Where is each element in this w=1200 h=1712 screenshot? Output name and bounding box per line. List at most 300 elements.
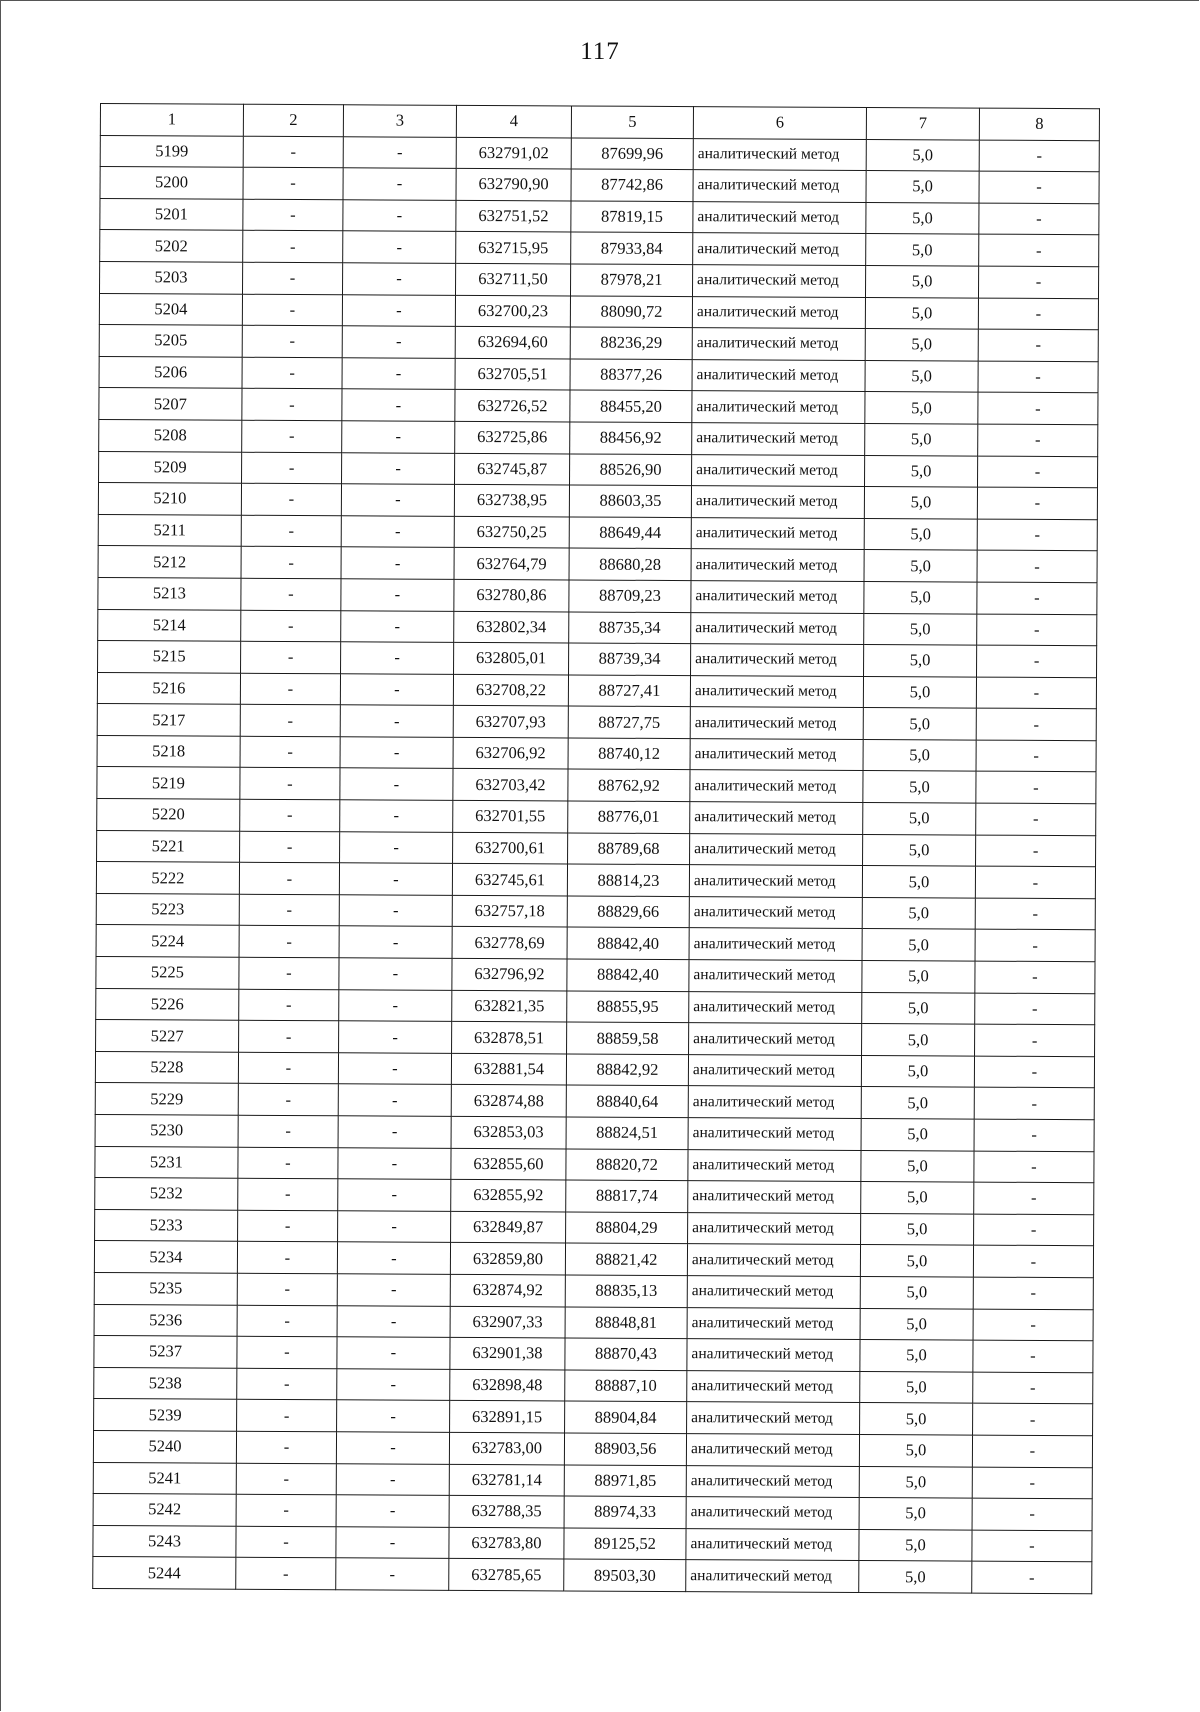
point-number-cell: 5220 (97, 799, 240, 831)
x-coordinate-cell: 632757,18 (452, 895, 567, 927)
x-coordinate-cell: 632802,34 (454, 611, 569, 643)
accuracy-cell: 5,0 (860, 1403, 973, 1435)
x-coordinate-cell: 632849,87 (451, 1211, 566, 1243)
col8-cell: - (976, 835, 1096, 867)
col8-cell: - (975, 930, 1095, 962)
method-cell: аналитический метод (693, 138, 866, 170)
point-number-cell: 5205 (99, 325, 242, 357)
accuracy-cell: 5,0 (859, 1466, 972, 1498)
table-row (93, 1430, 1092, 1467)
point-number-cell: 5230 (95, 1114, 238, 1146)
col2-cell: - (240, 673, 340, 705)
accuracy-cell: 5,0 (866, 202, 979, 234)
header-cell-col3: 3 (343, 105, 456, 137)
x-coordinate-cell: 632796,92 (452, 958, 567, 990)
col8-cell: - (977, 614, 1097, 646)
y-coordinate-cell: 88740,12 (568, 738, 690, 770)
col8-cell: - (972, 1435, 1092, 1467)
x-coordinate-cell: 632700,61 (453, 832, 568, 864)
method-cell: аналитический метод (689, 896, 862, 928)
y-coordinate-cell: 88817,74 (566, 1180, 688, 1212)
x-coordinate-cell: 632694,60 (455, 327, 570, 359)
point-number-cell: 5209 (99, 451, 242, 483)
point-number-cell: 5235 (94, 1272, 237, 1304)
col8-cell: - (975, 1024, 1095, 1056)
method-cell: аналитический метод (691, 517, 864, 549)
col3-cell: - (343, 136, 456, 168)
y-coordinate-cell: 88842,92 (566, 1054, 688, 1086)
method-cell: аналитический метод (691, 612, 864, 644)
x-coordinate-cell: 632700,23 (455, 295, 570, 327)
y-coordinate-cell: 88455,20 (570, 390, 692, 422)
point-number-cell: 5200 (100, 167, 243, 199)
accuracy-cell: 5,0 (861, 1182, 974, 1214)
accuracy-cell: 5,0 (862, 961, 975, 993)
col8-cell: - (972, 1467, 1092, 1499)
col3-cell: - (336, 1558, 449, 1590)
table-row (94, 1241, 1093, 1278)
method-cell: аналитический метод (692, 391, 865, 423)
point-number-cell: 5208 (99, 419, 242, 451)
method-cell: аналитический метод (693, 233, 866, 265)
method-cell: аналитический метод (690, 770, 863, 802)
col2-cell: - (243, 167, 343, 199)
col3-cell: - (341, 610, 454, 642)
table-row (94, 1367, 1093, 1404)
accuracy-cell: 5,0 (863, 676, 976, 708)
col3-cell: - (336, 1495, 449, 1527)
point-number-cell: 5203 (100, 261, 243, 293)
col8-cell: - (974, 1214, 1094, 1246)
x-coordinate-cell: 632898,48 (450, 1369, 565, 1401)
col3-cell: - (340, 673, 453, 705)
x-coordinate-cell: 632791,02 (456, 137, 571, 169)
table-row (100, 230, 1099, 267)
point-number-cell: 5225 (96, 957, 239, 989)
col8-cell: - (978, 424, 1098, 456)
accuracy-cell: 5,0 (862, 897, 975, 929)
table-row (100, 198, 1099, 235)
method-cell: аналитический метод (686, 1434, 859, 1466)
col2-cell: - (241, 610, 341, 642)
table-row (100, 167, 1099, 204)
point-number-cell: 5202 (100, 230, 243, 262)
table-row (99, 325, 1098, 362)
point-number-cell: 5238 (94, 1367, 237, 1399)
y-coordinate-cell: 88649,44 (569, 517, 691, 549)
col2-cell: - (239, 957, 339, 989)
accuracy-cell: 5,0 (866, 139, 979, 171)
col2-cell: - (236, 1494, 336, 1526)
point-number-cell: 5224 (96, 925, 239, 957)
x-coordinate-cell: 632701,55 (453, 800, 568, 832)
method-cell: аналитический метод (691, 581, 864, 613)
accuracy-cell: 5,0 (860, 1371, 973, 1403)
y-coordinate-cell: 87978,21 (570, 264, 692, 296)
x-coordinate-cell: 632705,51 (455, 358, 570, 390)
x-coordinate-cell: 632859,80 (450, 1243, 565, 1275)
y-coordinate-cell: 88974,33 (564, 1496, 686, 1528)
point-number-cell: 5234 (94, 1241, 237, 1273)
col3-cell: - (342, 294, 455, 326)
header-cell-col5: 5 (571, 106, 693, 138)
col3-cell: - (341, 579, 454, 611)
col3-cell: - (342, 326, 455, 358)
col3-cell: - (339, 989, 452, 1021)
col2-cell: - (240, 768, 340, 800)
y-coordinate-cell: 88804,29 (566, 1212, 688, 1244)
accuracy-cell: 5,0 (865, 265, 978, 297)
col2-cell: - (237, 1305, 337, 1337)
x-coordinate-cell: 632805,01 (454, 642, 569, 674)
col2-cell: - (243, 262, 343, 294)
method-cell: аналитический метод (690, 707, 863, 739)
point-number-cell: 5236 (94, 1304, 237, 1336)
col2-cell: - (237, 1400, 337, 1432)
point-number-cell: 5199 (100, 135, 243, 167)
x-coordinate-cell: 632764,79 (454, 548, 569, 580)
table-row (98, 514, 1097, 551)
col8-cell: - (977, 645, 1097, 677)
x-coordinate-cell: 632706,92 (453, 737, 568, 769)
col8-cell: - (979, 171, 1099, 203)
table-row (95, 1178, 1094, 1215)
x-coordinate-cell: 632780,86 (454, 579, 569, 611)
y-coordinate-cell: 88824,51 (566, 1117, 688, 1149)
col8-cell: - (974, 1151, 1094, 1183)
accuracy-cell: 5,0 (859, 1561, 972, 1593)
col3-cell: - (339, 926, 452, 958)
accuracy-cell: 5,0 (861, 1087, 974, 1119)
col3-cell: - (341, 547, 454, 579)
method-cell: аналитический метод (691, 644, 864, 676)
col8-cell: - (973, 1245, 1093, 1277)
table-row (98, 609, 1097, 646)
table-row (93, 1462, 1092, 1499)
table-row (100, 135, 1099, 172)
table-row (94, 1336, 1093, 1373)
accuracy-cell: 5,0 (861, 1118, 974, 1150)
coordinates-table (92, 103, 1100, 1594)
col3-cell: - (341, 515, 454, 547)
y-coordinate-cell: 88814,23 (567, 864, 689, 896)
point-number-cell: 5210 (98, 483, 241, 515)
x-coordinate-cell: 632711,50 (455, 263, 570, 295)
accuracy-cell: 5,0 (860, 1308, 973, 1340)
col3-cell: - (341, 642, 454, 674)
col2-cell: - (241, 515, 341, 547)
point-number-cell: 5201 (100, 198, 243, 230)
x-coordinate-cell: 632745,61 (452, 864, 567, 896)
col3-cell: - (340, 831, 453, 863)
col8-cell: - (976, 740, 1096, 772)
table-row (98, 483, 1097, 520)
col8-cell: - (974, 1182, 1094, 1214)
col3-cell: - (342, 421, 455, 453)
point-number-cell: 5216 (97, 672, 240, 704)
table-row (98, 577, 1097, 614)
table-row (96, 957, 1095, 994)
y-coordinate-cell: 87819,15 (571, 201, 693, 233)
col3-cell: - (341, 484, 454, 516)
col2-cell: - (238, 1147, 338, 1179)
table-body (93, 135, 1100, 1594)
y-coordinate-cell: 88859,58 (567, 1022, 689, 1054)
col2-cell: - (242, 420, 342, 452)
page-number: 117 (580, 38, 620, 65)
y-coordinate-cell: 87933,84 (571, 232, 693, 264)
table-row (99, 293, 1098, 330)
table-row (99, 451, 1098, 488)
table-row (95, 1083, 1094, 1120)
col8-cell: - (975, 961, 1095, 993)
method-cell: аналитический метод (687, 1276, 860, 1308)
col3-cell: - (337, 1400, 450, 1432)
table-row (96, 925, 1095, 962)
x-coordinate-cell: 632707,93 (453, 706, 568, 738)
method-cell: аналитический метод (690, 833, 863, 865)
method-cell: аналитический метод (688, 1212, 861, 1244)
method-cell: аналитический метод (689, 1023, 862, 1055)
point-number-cell: 5221 (97, 830, 240, 862)
col8-cell: - (973, 1340, 1093, 1372)
col2-cell: - (236, 1431, 336, 1463)
table-row (97, 704, 1096, 741)
col3-cell: - (337, 1305, 450, 1337)
method-cell: аналитический метод (687, 1339, 860, 1371)
col3-cell: - (338, 1179, 451, 1211)
table-row (95, 1051, 1094, 1088)
col2-cell: - (243, 231, 343, 263)
accuracy-cell: 5,0 (861, 1055, 974, 1087)
col2-cell: - (236, 1526, 336, 1558)
accuracy-cell: 5,0 (864, 613, 977, 645)
point-number-cell: 5244 (93, 1557, 236, 1589)
table-row (93, 1557, 1092, 1594)
col3-cell: - (338, 1147, 451, 1179)
method-cell: аналитический метод (686, 1560, 859, 1592)
method-cell: аналитический метод (688, 1181, 861, 1213)
x-coordinate-cell: 632891,15 (450, 1401, 565, 1433)
accuracy-cell: 5,0 (863, 739, 976, 771)
x-coordinate-cell: 632901,38 (450, 1338, 565, 1370)
point-number-cell: 5243 (93, 1525, 236, 1557)
header-row (100, 104, 1099, 141)
method-cell: аналитический метод (687, 1307, 860, 1339)
col3-cell: - (338, 1084, 451, 1116)
point-number-cell: 5223 (96, 893, 239, 925)
table-row (95, 1146, 1094, 1183)
col3-cell: - (342, 358, 455, 390)
col8-cell: - (973, 1403, 1093, 1435)
accuracy-cell: 5,0 (863, 771, 976, 803)
accuracy-cell: 5,0 (865, 297, 978, 329)
point-number-cell: 5227 (96, 1020, 239, 1052)
y-coordinate-cell: 88870,43 (565, 1338, 687, 1370)
col3-cell: - (340, 800, 453, 832)
table-row (95, 1114, 1094, 1151)
col3-cell: - (343, 168, 456, 200)
y-coordinate-cell: 89503,30 (564, 1559, 686, 1591)
col2-cell: - (241, 641, 341, 673)
point-number-cell: 5239 (94, 1399, 237, 1431)
y-coordinate-cell: 88090,72 (570, 296, 692, 328)
method-cell: аналитический метод (692, 359, 865, 391)
point-number-cell: 5226 (96, 988, 239, 1020)
accuracy-cell: 5,0 (860, 1340, 973, 1372)
table-row (96, 862, 1095, 899)
x-coordinate-cell: 632725,86 (455, 421, 570, 453)
x-coordinate-cell: 632874,88 (451, 1085, 566, 1117)
x-coordinate-cell: 632738,95 (454, 484, 569, 516)
col8-cell: - (978, 266, 1098, 298)
accuracy-cell: 5,0 (862, 1024, 975, 1056)
point-number-cell: 5229 (95, 1083, 238, 1115)
col3-cell: - (337, 1242, 450, 1274)
accuracy-cell: 5,0 (860, 1276, 973, 1308)
col2-cell: - (243, 199, 343, 231)
y-coordinate-cell: 88855,95 (567, 991, 689, 1023)
y-coordinate-cell: 88887,10 (565, 1370, 687, 1402)
table-row (99, 356, 1098, 393)
col8-cell: - (978, 456, 1098, 488)
method-cell: аналитический метод (688, 1086, 861, 1118)
col3-cell: - (343, 200, 456, 232)
table-row (99, 388, 1098, 425)
y-coordinate-cell: 88739,34 (569, 643, 691, 675)
x-coordinate-cell: 632785,65 (449, 1559, 564, 1591)
x-coordinate-cell: 632783,00 (449, 1432, 564, 1464)
point-number-cell: 5219 (97, 767, 240, 799)
accuracy-cell: 5,0 (863, 834, 976, 866)
col8-cell: - (972, 1530, 1092, 1562)
method-cell: аналитический метод (693, 170, 866, 202)
y-coordinate-cell: 88727,41 (568, 675, 690, 707)
method-cell: аналитический метод (689, 960, 862, 992)
x-coordinate-cell: 632788,35 (449, 1495, 564, 1527)
y-coordinate-cell: 88821,42 (565, 1243, 687, 1275)
col8-cell: - (972, 1561, 1092, 1593)
table-row (96, 1020, 1095, 1057)
col3-cell: - (340, 705, 453, 737)
col3-cell: - (337, 1369, 450, 1401)
accuracy-cell: 5,0 (862, 992, 975, 1024)
header-cell-col6: 6 (693, 107, 866, 139)
accuracy-cell: 5,0 (863, 803, 976, 835)
col3-cell: - (338, 1116, 451, 1148)
col2-cell: - (239, 989, 339, 1021)
col2-cell: - (242, 452, 342, 484)
col8-cell: - (974, 1087, 1094, 1119)
table-row (93, 1525, 1092, 1562)
point-number-cell: 5206 (99, 356, 242, 388)
col2-cell: - (238, 1084, 338, 1116)
y-coordinate-cell: 87699,96 (571, 138, 693, 170)
x-coordinate-cell: 632790,90 (456, 169, 571, 201)
y-coordinate-cell: 87742,86 (571, 169, 693, 201)
accuracy-cell: 5,0 (865, 360, 978, 392)
method-cell: аналитический метод (690, 675, 863, 707)
method-cell: аналитический метод (689, 865, 862, 897)
accuracy-cell: 5,0 (865, 455, 978, 487)
table-row (94, 1304, 1093, 1341)
method-cell: аналитический метод (690, 802, 863, 834)
table-row (97, 830, 1096, 867)
y-coordinate-cell: 88377,26 (570, 359, 692, 391)
method-cell: аналитический метод (689, 991, 862, 1023)
col8-cell: - (977, 487, 1097, 519)
x-coordinate-cell: 632703,42 (453, 769, 568, 801)
accuracy-cell: 5,0 (864, 487, 977, 519)
method-cell: аналитический метод (690, 738, 863, 770)
col2-cell: - (241, 483, 341, 515)
col3-cell: - (338, 1053, 451, 1085)
col3-cell: - (340, 768, 453, 800)
col3-cell: - (337, 1274, 450, 1306)
col8-cell: - (978, 392, 1098, 424)
accuracy-cell: 5,0 (859, 1529, 972, 1561)
col8-cell: - (977, 550, 1097, 582)
method-cell: аналитический метод (686, 1528, 859, 1560)
col2-cell: - (243, 136, 343, 168)
method-cell: аналитический метод (689, 928, 862, 960)
col8-cell: - (973, 1277, 1093, 1309)
col3-cell: - (339, 1021, 452, 1053)
method-cell: аналитический метод (691, 486, 864, 518)
accuracy-cell: 5,0 (864, 550, 977, 582)
y-coordinate-cell: 88848,81 (565, 1307, 687, 1339)
col8-cell: - (974, 1119, 1094, 1151)
point-number-cell: 5207 (99, 388, 242, 420)
point-number-cell: 5218 (97, 735, 240, 767)
point-number-cell: 5213 (98, 577, 241, 609)
x-coordinate-cell: 632750,25 (454, 516, 569, 548)
col3-cell: - (338, 1211, 451, 1243)
y-coordinate-cell: 89125,52 (564, 1528, 686, 1560)
col8-cell: - (975, 866, 1095, 898)
col8-cell: - (979, 140, 1099, 172)
y-coordinate-cell: 88526,90 (570, 453, 692, 485)
col2-cell: - (238, 1115, 338, 1147)
col8-cell: - (974, 1056, 1094, 1088)
accuracy-cell: 5,0 (861, 1213, 974, 1245)
method-cell: аналитический метод (692, 328, 865, 360)
point-number-cell: 5214 (98, 609, 241, 641)
col2-cell: - (237, 1368, 337, 1400)
method-cell: аналитический метод (688, 1054, 861, 1086)
y-coordinate-cell: 88820,72 (566, 1149, 688, 1181)
x-coordinate-cell: 632853,03 (451, 1116, 566, 1148)
table-row (94, 1272, 1093, 1309)
method-cell: аналитический метод (687, 1244, 860, 1276)
table-row (99, 419, 1098, 456)
col8-cell: - (979, 234, 1099, 266)
x-coordinate-cell: 632715,95 (456, 232, 571, 264)
method-cell: аналитический метод (692, 423, 865, 455)
col2-cell: - (238, 1052, 338, 1084)
y-coordinate-cell: 88727,75 (568, 706, 690, 738)
x-coordinate-cell: 632708,22 (453, 674, 568, 706)
header-cell-col1: 1 (100, 104, 243, 136)
point-number-cell: 5228 (95, 1051, 238, 1083)
header-cell-col8: 8 (979, 108, 1099, 140)
col8-cell: - (976, 772, 1096, 804)
table-row (93, 1494, 1092, 1531)
accuracy-cell: 5,0 (865, 423, 978, 455)
point-number-cell: 5217 (97, 704, 240, 736)
accuracy-cell: 5,0 (860, 1245, 973, 1277)
y-coordinate-cell: 88840,64 (566, 1085, 688, 1117)
